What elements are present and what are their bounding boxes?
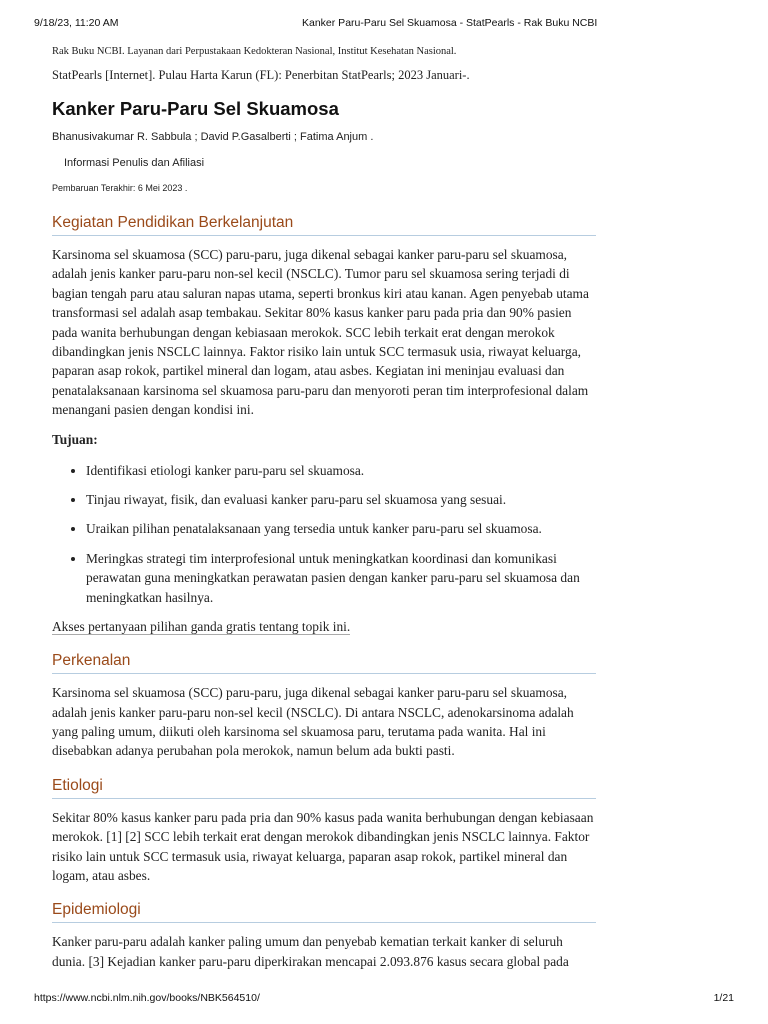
section-intro <box>52 651 596 761</box>
print-url: https://www.ncbi.nlm.nih.gov/books/NBK564510/ <box>34 992 260 1004</box>
etiology-paragraph: Sekitar 80% kasus kanker paru pada pria dan 90% kasus pada wanita berhubungan dengan kebiasaan merokok. [1] [2] SCC lebih terkait erat dengan merokok dibandingkan jenis NSCLC lainnya. Faktor risiko lain untuk SCC termasuk usia, riwayat keluarga, paparan asap rokok, partikel mineral dan logam, atau asbes. <box>52 809 594 883</box>
section-heading-intro: Perkenalan <box>52 651 596 674</box>
objectives-list <box>52 461 596 607</box>
list-item: • Identifikasi etiologi kanker paru-paru sel skuamosa. <box>86 461 596 480</box>
print-header <box>34 17 734 31</box>
last-update: Pembaruan Terakhir: 6 Mei 2023 . <box>52 183 188 193</box>
list-item: • Uraikan pilihan penatalaksanaan yang tersedia untuk kanker paru-paru sel skuamosa. <box>86 519 596 538</box>
list-item: • Meringkas strategi tim interprofesional untuk meningkatkan koordinasi dan komunikasi perawatan guna meningkatkan perawatan pasien dengan kanker paru-paru sel skuamosa dan meningkatkan hasilnya. <box>86 549 596 607</box>
author-affiliation-link[interactable]: Informasi Penulis dan Afiliasi <box>64 157 205 169</box>
print-datetime: 9/18/23, 11:20 AM <box>34 17 119 29</box>
provider-line: Rak Buku NCBI. Layanan dari Perpustakaan Kedokteran Nasional, Institut Kesehatan Nasional. <box>52 46 457 57</box>
citation-line: StatPearls [Internet]. Pulau Harta Karun (FL): Penerbitan StatPearls; 2023 Januari-. <box>52 68 470 82</box>
objectives-title: Tujuan: <box>52 431 98 447</box>
section-cme <box>52 213 596 636</box>
intro-paragraph: Karsinoma sel skuamosa (SCC) paru-paru, juga dikenal sebagai kanker paru-paru sel skuamosa, adalah jenis kanker paru-paru non-sel kecil (NSCLC). Di antara NSCLC, adenokarsinoma adalah yang paling umum, diikuti oleh karsinoma sel skuamosa paru, terutama pada wanita. Hal ini disebabkan adanya perubahan pola merokok, namun belum ada bukti pasti. <box>52 685 574 759</box>
free-questions-link-wrap <box>52 617 596 636</box>
print-page-title: Kanker Paru-Paru Sel Skuamosa - StatPearls - Rak Buku NCBI <box>302 17 598 29</box>
section-epidemiology <box>52 900 596 971</box>
author-list[interactable]: Bhanusivakumar R. Sabbula ; David P.Gasalberti ; Fatima Anjum . <box>52 131 374 143</box>
page-title: Kanker Paru-Paru Sel Skuamosa <box>52 98 339 119</box>
section-heading-cme: Kegiatan Pendidikan Berkelanjutan <box>52 213 596 236</box>
list-item: • Tinjau riwayat, fisik, dan evaluasi kanker paru-paru sel skuamosa yang sesuai. <box>86 490 596 509</box>
print-footer <box>34 992 734 1006</box>
section-heading-etiology: Etiologi <box>52 776 596 799</box>
section-etiology <box>52 776 596 886</box>
cme-paragraph: Karsinoma sel skuamosa (SCC) paru-paru, juga dikenal sebagai kanker paru-paru sel skuamosa, adalah jenis kanker paru-paru non-sel kecil (NSCLC). Tumor paru sel skuamosa sering terjadi di bagian tengah paru atau saluran napas utama, seperti bronkus kiri atau kanan. Agen penyebab utama transformasi sel adalah asap tembakau. Sekitar 80% kasus kanker paru pada pria dan 90% pasien pada wanita berhubungan dengan kebiasaan merokok. SCC lebih terkait erat dengan merokok dibandingkan jenis NSCLC lainnya. Faktor risiko lain untuk SCC termasuk usia, riwayat keluarga, paparan asap rokok, partikel mineral dan logam, atau asbes. Kegiatan ini meninjau evaluasi dan penatalaksanaan karsinoma sel skuamosa paru-paru dan menyoroti peran tim interprofesional dalam menangani pasien dengan kondisi ini. <box>52 247 589 418</box>
article-content <box>52 44 596 971</box>
free-questions-link[interactable]: Akses pertanyaan pilihan ganda gratis tentang topik ini. <box>52 619 351 635</box>
print-page-number: 1/21 <box>713 992 734 1004</box>
section-heading-epidemiology: Epidemiologi <box>52 900 596 923</box>
epidemiology-paragraph: Kanker paru-paru adalah kanker paling umum dan penyebab kematian terkait kanker di seluruh dunia. [3] Kejadian kanker paru-paru diperkirakan mencapai 2.093.876 kasus secara global pada <box>52 934 569 969</box>
